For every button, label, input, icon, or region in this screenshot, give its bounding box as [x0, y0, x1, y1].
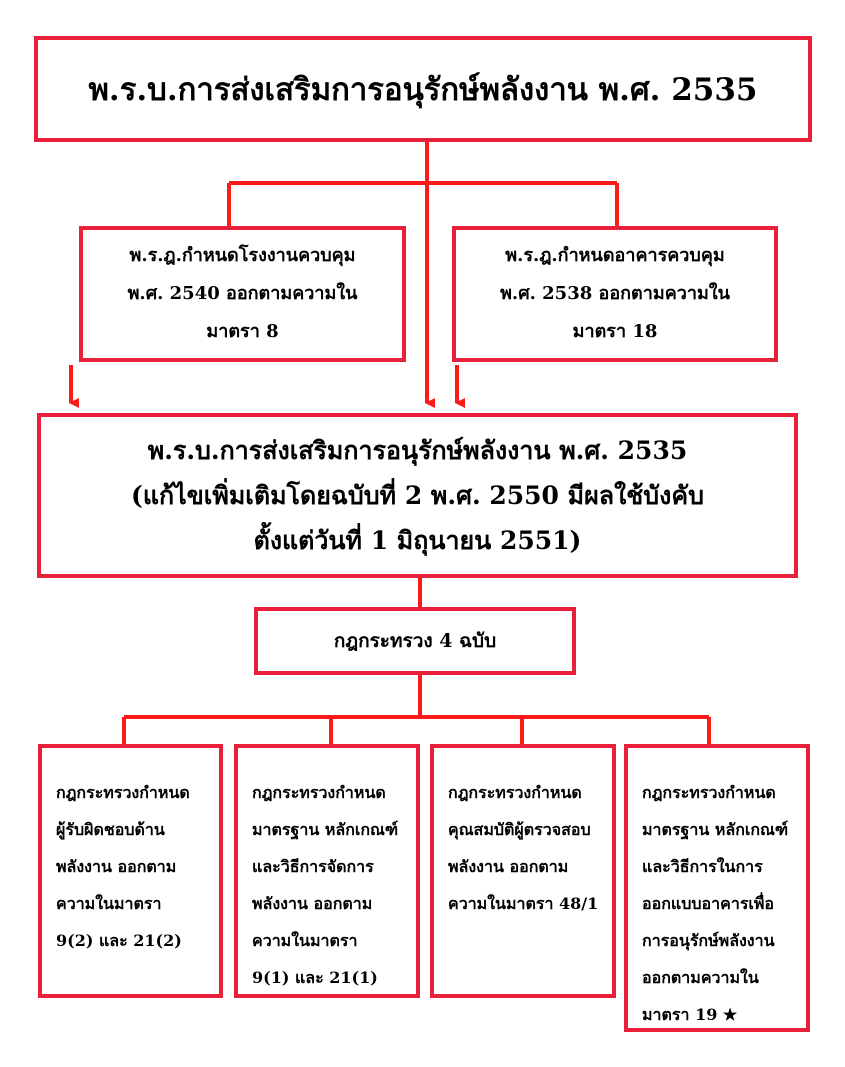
regulation-1-line: พลังงาน ออกตาม	[56, 857, 177, 876]
amended-act-line-1: พ.ร.บ.การส่งเสริมการอนุรักษ์พลังงาน พ.ศ. 2535	[147, 436, 688, 465]
ministerial-regulations-text: กฎกระทรวง 4 ฉบับ	[333, 630, 497, 652]
regulation-2-line: มาตรฐาน หลักเกณฑ์	[252, 820, 399, 839]
regulation-2-line: และวิธีการจัดการ	[252, 857, 374, 876]
regulation-4-line: การอนุรักษ์พลังงาน	[642, 931, 775, 950]
regulation-box-2	[234, 744, 420, 998]
factory-decree-box	[79, 226, 406, 362]
regulation-1-line: ผู้รับผิดชอบด้าน	[56, 820, 165, 839]
regulation-box-4	[624, 744, 810, 1032]
building-decree-box	[452, 226, 778, 362]
regulation-2-line: 9(1) และ 21(1)	[252, 968, 378, 987]
regulation-1-line: ความในมาตรา	[56, 894, 162, 913]
regulation-4-line: และวิธีการในการ	[642, 857, 763, 876]
factory-decree-line-2: พ.ศ. 2540 ออกตามความใน	[127, 283, 358, 304]
amended-act-line-2: (แก้ไขเพิ่มเติมโดยฉบับที่ 2 พ.ศ. 2550 มีผลใช้บังคับ	[131, 481, 704, 510]
regulation-4-line: ออกตามความใน	[642, 968, 759, 987]
amended-act-line-3: ตั้งแต่วันที่ 1 มิถุนายน 2551)	[253, 526, 582, 555]
building-decree-line-2: พ.ศ. 2538 ออกตามความใน	[500, 283, 730, 304]
amended-act-box	[37, 413, 798, 578]
regulation-1-line: 9(2) และ 21(2)	[56, 931, 182, 950]
regulation-3-line: พลังงาน ออกตาม	[448, 857, 569, 876]
regulation-3-line: กฎกระทรวงกำหนด	[448, 783, 582, 802]
building-decree-line-3: มาตรา 18	[572, 321, 658, 342]
regulation-4-line: กฎกระทรวงกำหนด	[642, 783, 776, 802]
regulation-2-line: ความในมาตรา	[252, 931, 358, 950]
title-text: พ.ร.บ.การส่งเสริมการอนุรักษ์พลังงาน พ.ศ. 2535	[88, 72, 758, 108]
regulation-1-line: กฎกระทรวงกำหนด	[56, 783, 190, 802]
factory-decree-line-3: มาตรา 8	[206, 321, 279, 342]
regulation-2-line: กฎกระทรวงกำหนด	[252, 783, 386, 802]
regulation-4-line: มาตรฐาน หลักเกณฑ์	[642, 820, 789, 839]
regulation-4-line: ออกแบบอาคารเพื่อ	[642, 894, 775, 913]
regulation-4-line: มาตรา 19 ★	[642, 1005, 738, 1024]
regulation-box-3	[430, 744, 616, 998]
title-box	[34, 36, 812, 142]
regulation-3-line: ความในมาตรา 48/1	[448, 894, 599, 913]
regulation-2-line: พลังงาน ออกตาม	[252, 894, 373, 913]
regulation-3-line: คุณสมบัติผู้ตรวจสอบ	[448, 820, 591, 839]
building-decree-line-1: พ.ร.ฎ.กำหนดอาคารควบคุม	[505, 245, 725, 266]
regulation-box-1	[38, 744, 223, 998]
ministerial-regulations-box	[254, 607, 576, 675]
factory-decree-line-1: พ.ร.ฎ.กำหนดโรงงานควบคุม	[129, 245, 356, 266]
